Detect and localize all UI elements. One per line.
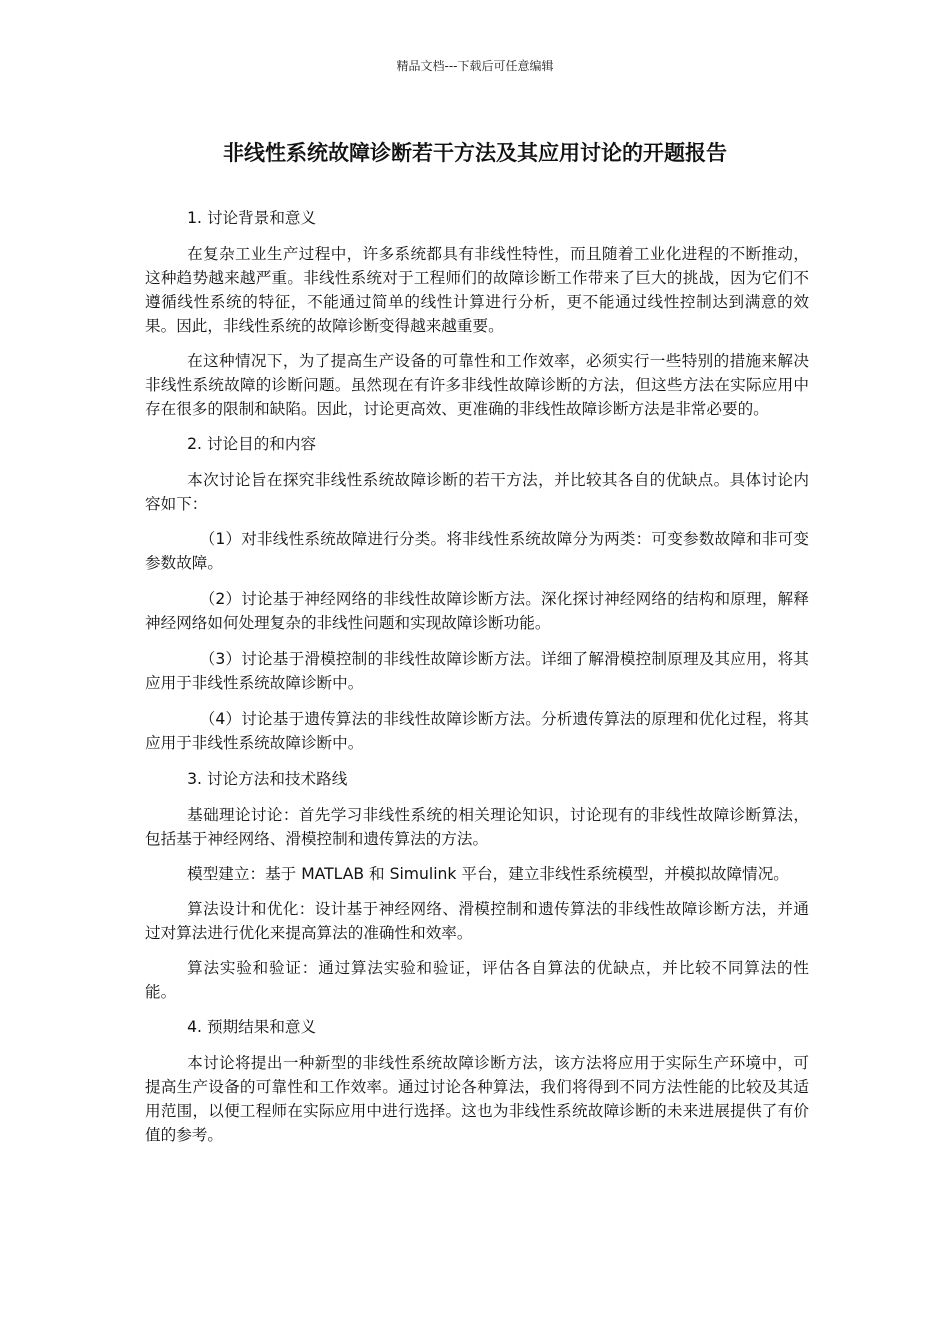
paragraph: 本次讨论旨在探究非线性系统故障诊断的若干方法，并比较其各自的优缺点。具体讨论内容如下： [145, 471, 809, 513]
section-heading-3: 3. 讨论方法和技术路线 [187, 770, 348, 788]
list-item: （2）讨论基于神经网络的非线性故障诊断方法。深化探讨神经网络的结构和原理，解释神经网络如何处理复杂的非线性问题和实现故障诊断功能。 [145, 590, 809, 632]
section-heading-1: 1. 讨论背景和意义 [187, 209, 317, 227]
section-heading-4: 4. 预期结果和意义 [187, 1018, 317, 1036]
paragraph: 模型建立：基于 MATLAB 和 Simulink 平台，建立非线性系统模型，并模拟故障情况。 [187, 865, 789, 883]
paragraph: 本讨论将提出一种新型的非线性系统故障诊断方法，该方法将应用于实际生产环境中，可提高生产设备的可靠性和工作效率。通过讨论各种算法，我们将得到不同方法性能的比较及其适用范围，以便工程师在实际应用中进行选择。这也为非线性系统故障诊断的未来进展提供了有价值的参考。 [145, 1054, 809, 1144]
list-item: （1）对非线性系统故障进行分类。将非线性系统故障分为两类：可变参数故障和非可变参数故障。 [145, 530, 809, 572]
paragraph: 基础理论讨论：首先学习非线性系统的相关理论知识，讨论现有的非线性故障诊断算法，包括基于神经网络、滑模控制和遗传算法的方法。 [145, 806, 809, 848]
paragraph: 算法设计和优化：设计基于神经网络、滑模控制和遗传算法的非线性故障诊断方法，并通过对算法进行优化来提高算法的准确性和效率。 [145, 900, 809, 942]
list-item: （4）讨论基于遗传算法的非线性故障诊断方法。分析遗传算法的原理和优化过程，将其应用于非线性系统故障诊断中。 [145, 710, 809, 752]
paragraph: 算法实验和验证：通过算法实验和验证，评估各自算法的优缺点，并比较不同算法的性能。 [145, 959, 809, 1001]
list-item: （3）讨论基于滑模控制的非线性故障诊断方法。详细了解滑模控制原理及其应用，将其应用于非线性系统故障诊断中。 [145, 650, 809, 692]
document-body [145, 206, 809, 1158]
section-heading-2: 2. 讨论目的和内容 [187, 435, 317, 453]
document-title: 非线性系统故障诊断若干方法及其应用讨论的开题报告 [223, 141, 727, 165]
page-header: 精品文档---下载后可任意编辑 [396, 59, 554, 73]
paragraph: 在复杂工业生产过程中，许多系统都具有非线性特性，而且随着工业化进程的不断推动，这种趋势越来越严重。非线性系统对于工程师们的故障诊断工作带来了巨大的挑战，因为它们不遵循线性系统的特征，不能通过简单的线性计算进行分析，更不能通过线性控制达到满意的效果。因此，非线性系统的故障诊断变得越来越重要。 [145, 245, 809, 335]
paragraph: 在这种情况下，为了提高生产设备的可靠性和工作效率，必须实行一些特别的措施来解决非线性系统故障的诊断问题。虽然现在有许多非线性故障诊断的方法，但这些方法在实际应用中存在很多的限制和缺陷。因此，讨论更高效、更准确的非线性故障诊断方法是非常必要的。 [145, 352, 809, 418]
